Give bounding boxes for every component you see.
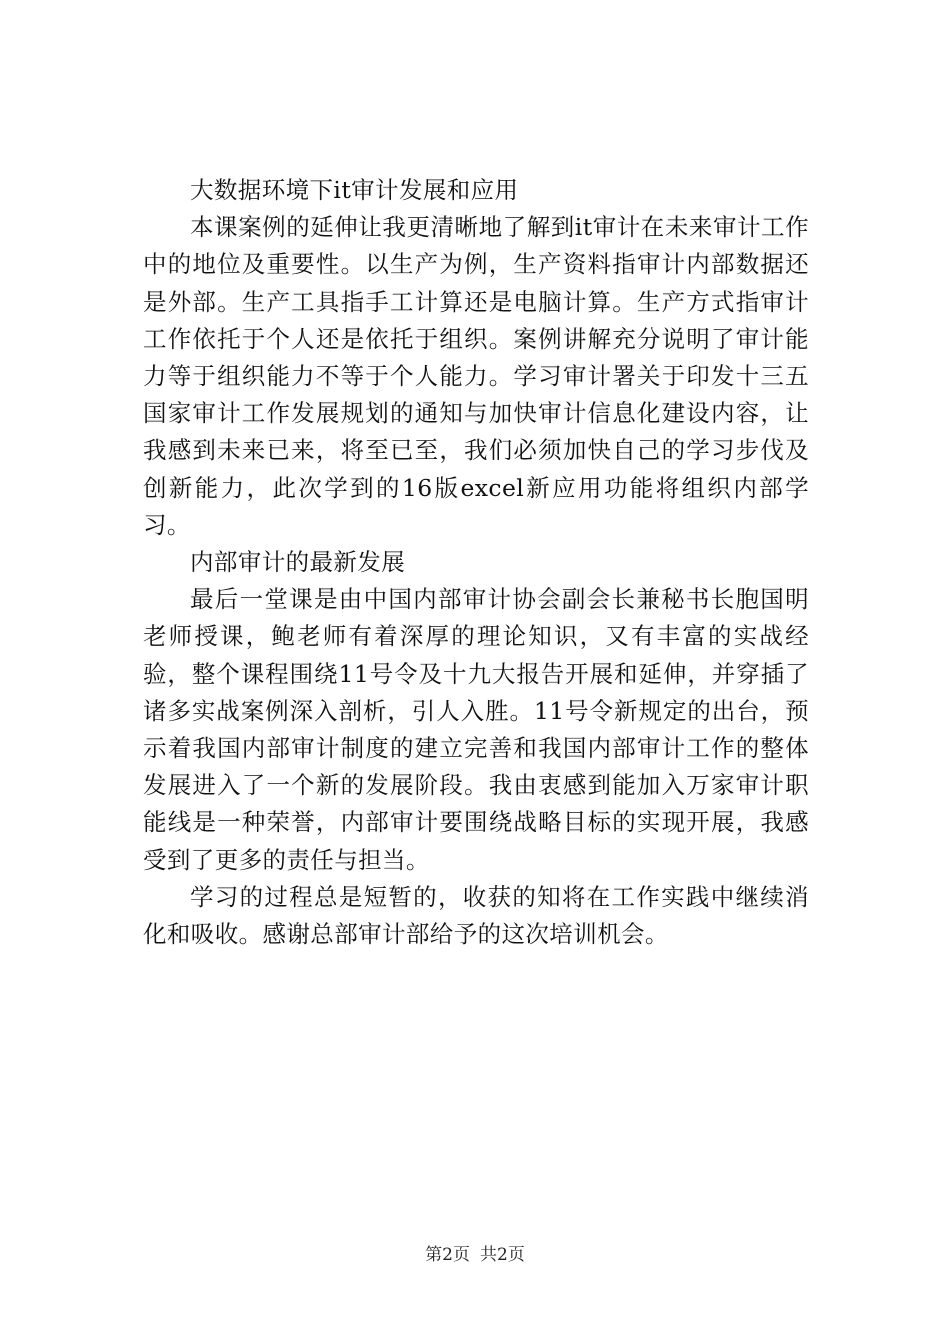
paragraph-last-lecture: 最后一堂课是由中国内部审计协会副会长兼秘书长胞国明老师授课，鲍老师有着深厚的理论知识，又有丰富的实战经验，整个课程围绕11号令及十九大报告开展和延伸，并穿插了诸多实战案例深入剖析，引人入胜。11号令新规定的出台，预示着我国内部审计制度的建立完善和我国内部审计工作的整体发展进入了一个新的发展阶段。我由衷感到能加入万家审计职能线是一种荣誉，内部审计要围绕战略目标的实现开展，我感受到了更多的责任与担当。 (143, 585, 809, 874)
paragraph-conclusion: 学习的过程总是短暂的，收获的知将在工作实践中继续消化和吸收。感谢总部审计部给予的这次培训机会。 (143, 882, 809, 949)
page-number: 第2页 (425, 1245, 470, 1265)
paragraph-it-audit-extension: 本课案例的延伸让我更清晰地了解到it审计在未来审计工作中的地位及重要性。以生产为例，生产资料指审计内部数据还是外部。生产工具指手工计算还是电脑计算。生产方式指审计工作依托于个人还是依托于组织。案例讲解充分说明了审计能力等于组织能力不等于个人能力。学习审计署关于印发十三五国家审计工作发展规划的通知与加快审计信息化建设内容，让我感到未来已来，将至已至，我们必须加快自己的学习步伐及创新能力，此次学到的16版excel新应用功能将组织内部学习。 (143, 213, 809, 539)
section-heading-internal-audit-development: 内部审计的最新发展 (190, 548, 406, 577)
section-heading-big-data-it-audit: 大数据环境下it审计发展和应用 (190, 176, 519, 204)
page-footer (0, 1243, 950, 1267)
document-body (143, 172, 809, 953)
page-total: 共2页 (480, 1245, 525, 1265)
